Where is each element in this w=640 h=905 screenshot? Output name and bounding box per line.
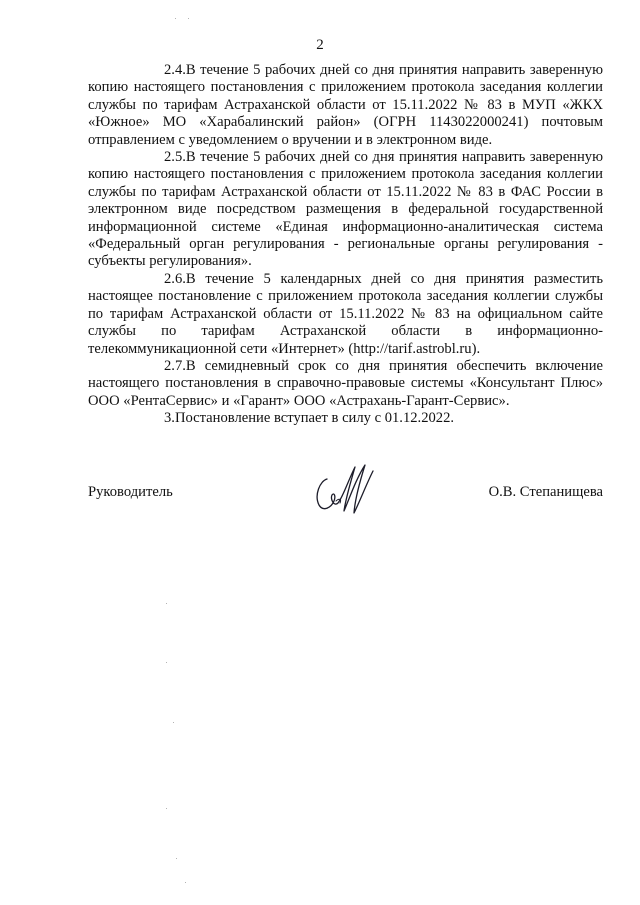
paragraph-2-4 [88,62,603,149]
paragraph-number: 2.7. [164,357,186,374]
paragraph-text: В течение 5 рабочих дней со дня принятия направить заверенную копию настоящего постановления с приложением протокола заседания коллегии службы по тарифам Астраханской области от 15.11.2022 № 83 в ФАС России в электронном виде посредством размещения в федеральной государственной информационной системе «Единая информационно-аналитическая система «Федеральный орган регулирования - региональные органы регулирования - субъекты регулирования». [88,149,603,270]
signatory-name: О.В. Степанищева [488,484,603,500]
signature-block [88,483,603,507]
scan-speck [173,722,174,723]
paragraph-text: Постановление вступает в силу с 01.12.2022. [174,410,455,427]
paragraph-3 [88,410,603,427]
document-body [88,62,603,428]
scan-speck [166,603,167,604]
paragraph-2-5 [88,149,603,271]
scan-speck [175,18,176,19]
scan-speck [188,18,189,19]
scan-speck [166,808,167,809]
paragraph-text: В семидневный срок со дня принятия обеспечить включение настоящего постановления в справочно-правовые системы «Консультант Плюс» ООО «РентаСервис» и «Гарант» ООО «Астрахань-Гарант-Сервис». [88,357,603,409]
paragraph-2-7 [88,358,603,410]
paragraph-number: 2.6. [164,270,186,287]
scan-speck [166,662,167,663]
paragraph-text: В течение 5 календарных дней со дня принятия разместить настоящее постановление с приложением протокола заседания коллегии службы по тарифам Астраханской области от 15.11.2022 № 83 на официальном сайте службы по тарифам Астраханской области в информационно-телекоммуникационной сети «Интернет» (http://tarif.astrobl.ru). [88,270,603,357]
paragraph-2-6 [88,271,603,358]
handwritten-signature [310,461,380,517]
paragraph-number: 2.4. [164,62,186,78]
paragraph-text: В течение 5 рабочих дней со дня принятия направить заверенную копию настоящего постановления с приложением протокола заседания коллегии службы по тарифам Астраханской области от 15.11.2022 № 83 в МУП «ЖКХ «Южное» МО «Харабалинский район» (ОГРН 1143022000241) почтовым отправлением с уведомлением о вручении и в электронном виде. [88,62,603,148]
scan-speck [185,882,186,883]
paragraph-number: 3. [164,410,175,427]
page-number: 2 [316,37,324,53]
scan-speck [176,858,177,859]
signatory-position: Руководитель [88,484,173,500]
paragraph-number: 2.5. [164,149,186,166]
